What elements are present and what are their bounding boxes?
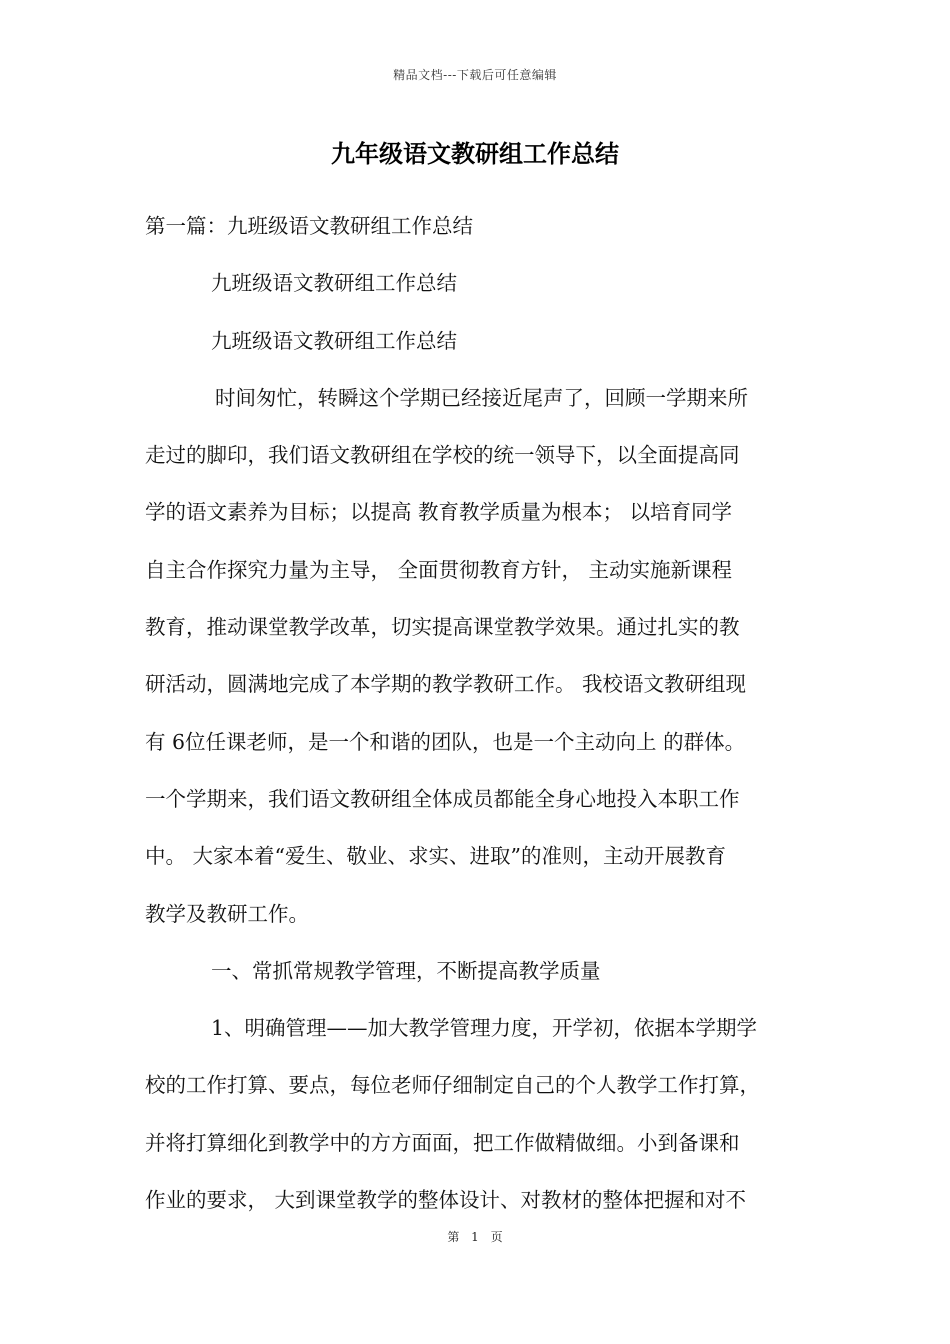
paragraph-line: 中。 大家本着“爱生、敬业、求实、进取”的准则，主动开展教育: [145, 844, 726, 869]
document-subtitle: 第一篇：九班级语文教研组工作总结: [145, 214, 473, 238]
section-heading: 一、常抓常规教学管理，不断提高教学质量: [211, 958, 601, 983]
paragraph-line: 研活动，圆满地完成了本学期的教学教研工作。 我校语文教研组现: [145, 672, 747, 697]
page-number-prefix: 第: [447, 1230, 460, 1244]
paragraph-line: 学的语文素养为目标；以提高 教育教学质量为根本； 以培育同学: [145, 500, 733, 525]
paragraph-line: 教学及教研工作。: [145, 901, 309, 926]
paragraph-line: 并将打算细化到教学中的方方面面，把工作做精做细。小到备课和: [145, 1130, 740, 1155]
paragraph-line: 一个学期来，我们语文教研组全体成员都能全身心地投入本职工作: [145, 786, 740, 811]
paragraph-line: 自主合作探究力量为主导， 全面贯彻教育方针， 主动实施新课程: [145, 557, 733, 582]
paragraph-line: 校的工作打算、要点，每位老师仔细制定自己的个人教学工作打算，: [145, 1073, 760, 1098]
paragraph-line: 1、明确管理——加大教学管理力度，开学初，依据本学期学: [211, 1016, 758, 1041]
page-number: 1: [471, 1230, 479, 1244]
page-number-suffix: 页: [490, 1230, 503, 1244]
section-heading: 九班级语文教研组工作总结: [211, 328, 457, 353]
paragraph-line: 走过的脚印，我们语文教研组在学校的统一领导下，以全面提高同: [145, 443, 740, 468]
page-footer: [0, 1228, 950, 1245]
paragraph-line: 有 6位任课老师，是一个和谐的团队，也是一个主动向上 的群体。: [145, 729, 746, 754]
paragraph-line: 时间匆忙，转瞬这个学期已经接近尾声了，回顾一学期来所: [215, 385, 748, 410]
document-body: [145, 198, 815, 1229]
document-title: 九年级语文教研组工作总结: [331, 139, 619, 168]
paragraph-line: 作业的要求， 大到课堂教学的整体设计、对教材的整体把握和对不: [145, 1188, 747, 1213]
page-header: 精品文档---下载后可任意编辑: [393, 68, 557, 82]
section-heading: 九班级语文教研组工作总结: [211, 271, 457, 296]
paragraph-line: 教育，推动课堂教学改革，切实提高课堂教学效果。通过扎实的教: [145, 615, 740, 640]
